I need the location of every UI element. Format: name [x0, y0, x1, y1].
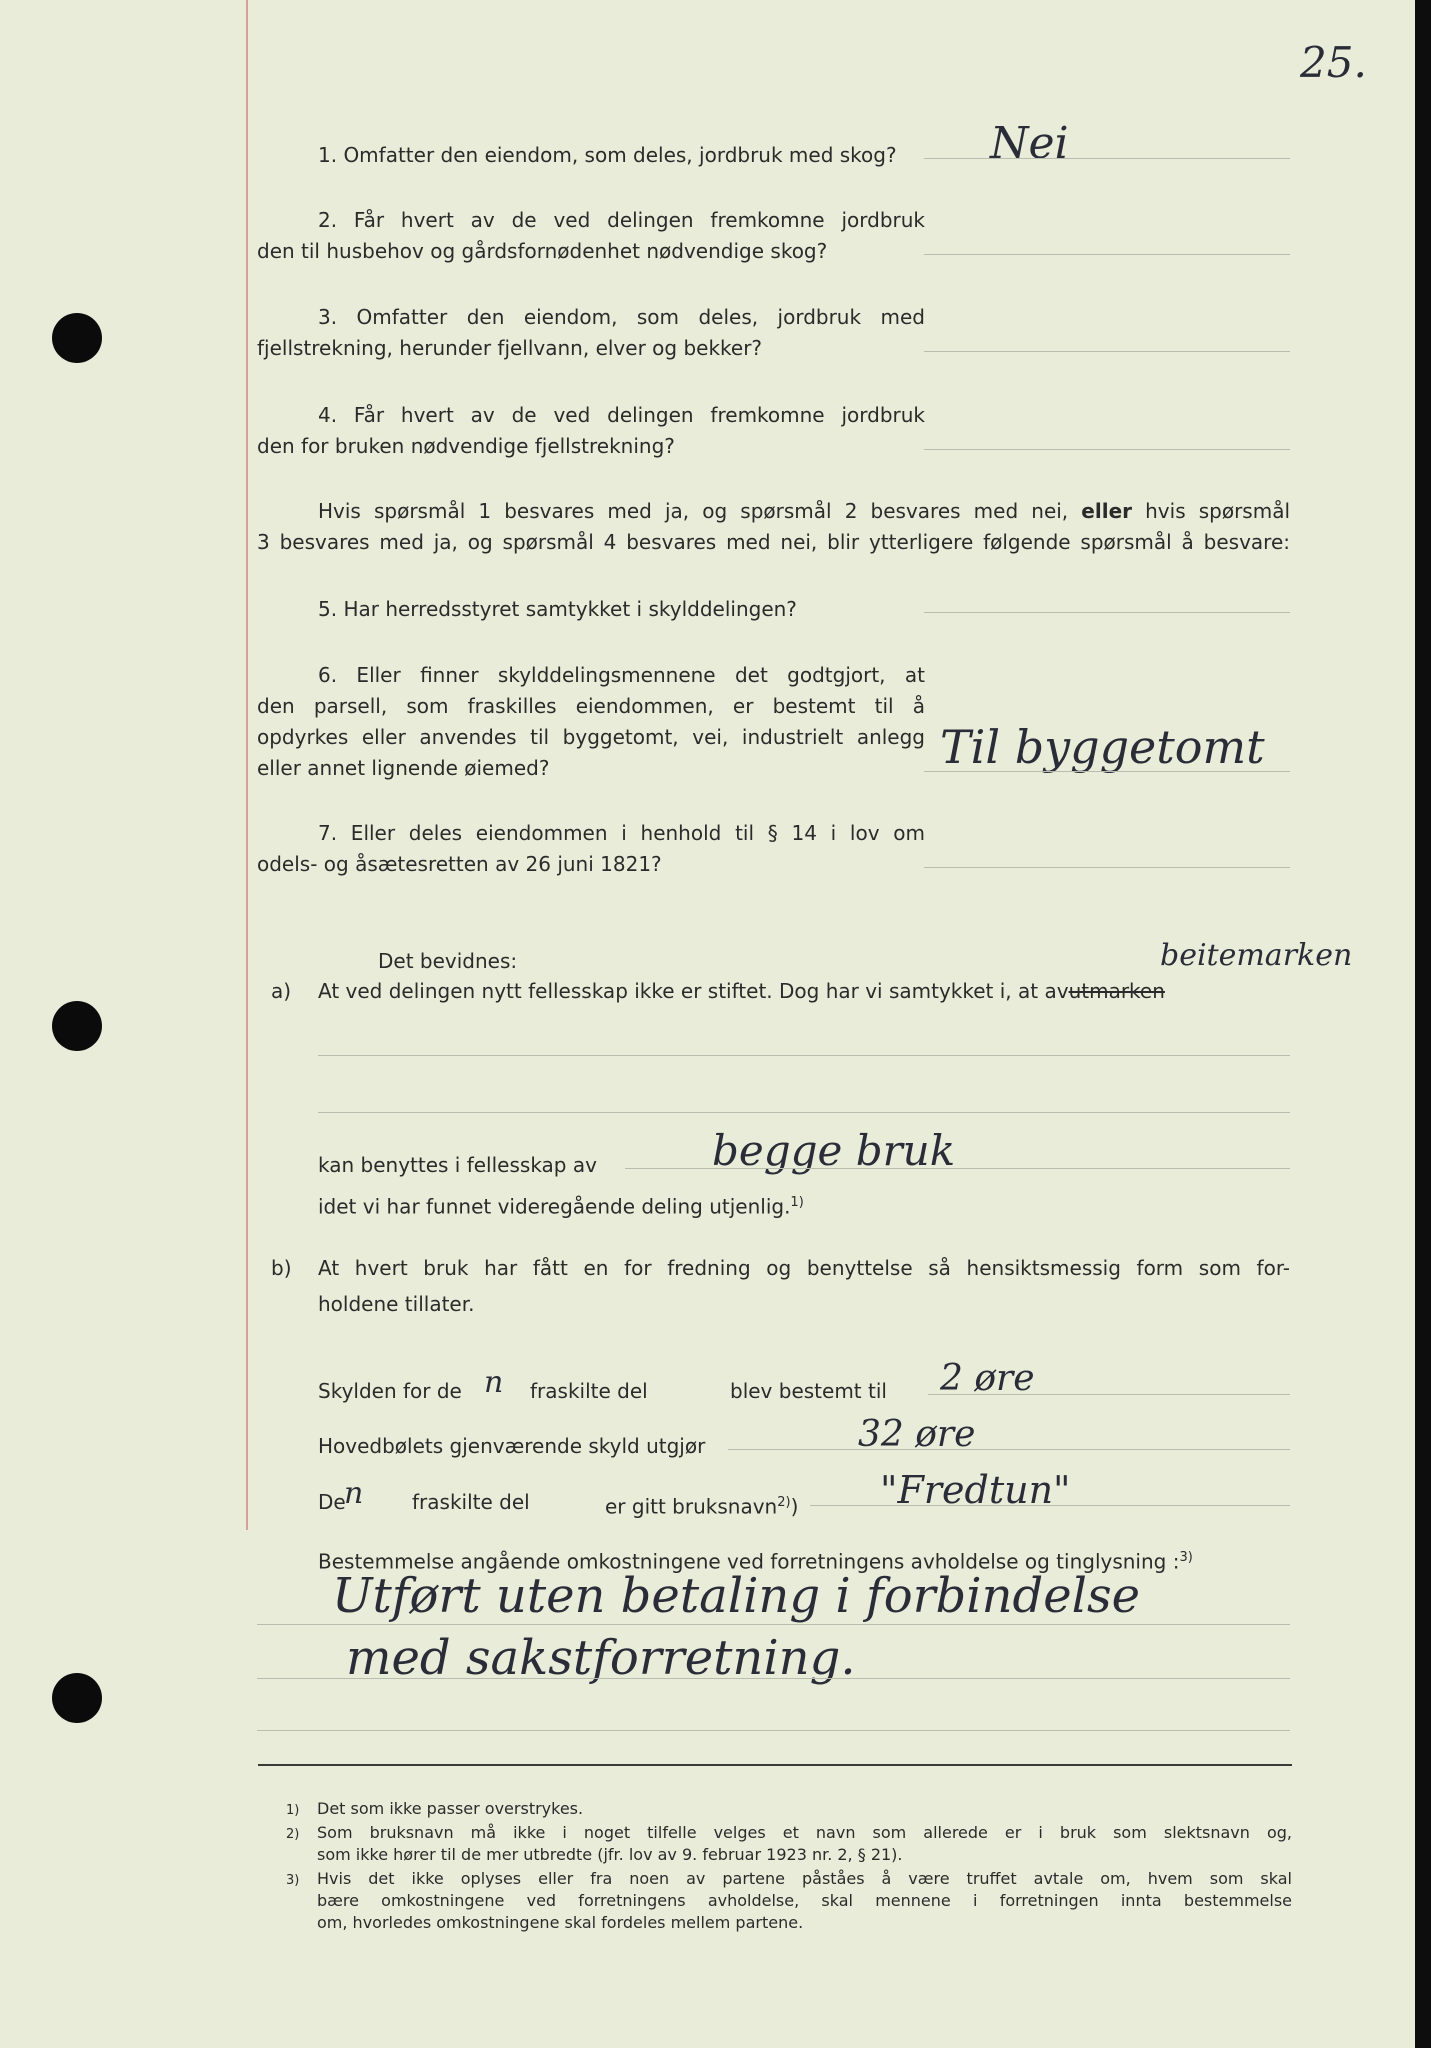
answer-line: [257, 1624, 1290, 1625]
kan-benyttes-label: kan benyttes i fellesskap av: [318, 1153, 597, 1177]
answer-line: [625, 1168, 1290, 1169]
answer-1: Nei: [990, 118, 1069, 169]
bruksnavn-answer: "Fredtun": [880, 1468, 1071, 1512]
hovedbol-label: Hovedbølets gjenværende skyld utgjør: [318, 1434, 706, 1458]
answer-line: [924, 351, 1290, 352]
inserted-beitemarken: beitemarken: [1160, 938, 1353, 973]
footnote-3-marker: 3): [286, 1873, 300, 1888]
page-number: 25.: [1300, 38, 1367, 87]
answer-line: [924, 254, 1290, 255]
footnote-3-line2: bære omkostningene ved forretningens avholdelse, skal mennene i forretningen innta bestemmelse: [317, 1891, 1292, 1910]
blank-line: [318, 1055, 1290, 1056]
blank-line: [318, 1112, 1290, 1113]
answer-line: [924, 449, 1290, 450]
item-b-marker: b): [271, 1256, 292, 1280]
question-4-line2: den for bruken nødvendige fjellstrekning?: [257, 434, 675, 458]
answer-line: [728, 1449, 1290, 1450]
answer-line: [924, 612, 1290, 613]
question-7-line1: 7. Eller deles eiendommen i henhold til § 14 i lov om: [318, 821, 925, 845]
question-6-line3: opdyrkes eller anvendes til byggetomt, vei, industrielt anlegg: [257, 725, 925, 749]
bestemmelse-label: Bestemmelse angående omkostningene ved forretningens avholdelse og tinglysning :$^{3)}$: [318, 1549, 1193, 1574]
punch-hole: [52, 1001, 102, 1051]
question-3-line2: fjellstrekning, herunder fjellvann, elver og bekker?: [257, 336, 763, 360]
item-b-line1: At hvert bruk har fått en for fredning og benyttelse så hensiktsmessig form som for-: [318, 1256, 1290, 1280]
bruksnavn-gitt: er gitt bruksnavn$^{2)}$): [605, 1494, 799, 1519]
bevidnes-heading: Det bevidnes:: [378, 949, 518, 973]
footnote-2-marker: 2): [286, 1827, 300, 1842]
answer-line: [928, 1394, 1290, 1395]
item-b-line2: holdene tillater.: [318, 1292, 475, 1316]
question-6-line2: den parsell, som fraskilles eiendommen, er bestemt til å: [257, 694, 925, 718]
bruksnavn-handwritten-n: n: [344, 1476, 364, 1511]
conditional-line1: Hvis spørsmål 1 besvares med ja, og spørsmål 2 besvares med nei, eller hvis spørsmål: [318, 499, 1291, 523]
footnote-2-line2: som ikke hører til de mer utbredte (jfr. lov av 9. februar 1923 nr. 2, § 21).: [317, 1845, 903, 1864]
answer-line: [924, 158, 1290, 159]
hovedbol-answer: 32 øre: [858, 1414, 976, 1455]
question-1: 1. Omfatter den eiendom, som deles, jordbruk med skog?: [318, 143, 897, 167]
question-6-line1: 6. Eller finner skylddelingsmennene det godtgjort, at: [318, 663, 925, 687]
question-2-line1: 2. Får hvert av de ved delingen fremkomne jordbruk: [318, 208, 925, 232]
question-5: 5. Har herredsstyret samtykket i skylddelingen?: [318, 597, 797, 621]
kan-benyttes-answer: begge bruk: [712, 1126, 956, 1175]
punch-hole: [52, 1673, 102, 1723]
item-a-text: At ved delingen nytt fellesskap ikke er stiftet. Dog har vi samtykket i, at avutmarken: [318, 979, 1165, 1003]
answer-line: [924, 771, 1290, 772]
skyld-blev-bestemt: blev bestemt til: [730, 1379, 887, 1403]
skyld-fraskilte: fraskilte del: [530, 1379, 648, 1403]
bruksnavn-fraskilte: fraskilte del: [412, 1490, 530, 1514]
answer-line: [810, 1505, 1290, 1506]
bestemmelse-answer-line2: med sakstforretning.: [346, 1630, 856, 1686]
question-3-line1: 3. Omfatter den eiendom, som deles, jordbruk med: [318, 305, 925, 329]
footnote-3-line3: om, hvorledes omkostningene skal fordeles mellem partene.: [317, 1913, 804, 1932]
footnote-separator: [258, 1764, 1292, 1766]
skyld-answer: 2 øre: [940, 1358, 1035, 1399]
answer-line: [257, 1730, 1290, 1731]
answer-6: Til byggetomt: [940, 720, 1265, 774]
footnote-2-line1: Som bruksnavn må ikke i noget tilfelle velges et navn som allerede er i bruk som slektsnavn og,: [317, 1823, 1292, 1842]
skyld-handwritten-n: n: [484, 1365, 504, 1400]
item-a-marker: a): [271, 979, 292, 1003]
bruksnavn-label: De: [318, 1490, 346, 1514]
question-4-line1: 4. Får hvert av de ved delingen fremkomne jordbruk: [318, 403, 925, 427]
punch-hole: [52, 313, 102, 363]
question-2-line2: den til husbehov og gårdsfornødenhet nødvendige skog?: [257, 239, 828, 263]
skyld-label: Skylden for de: [318, 1379, 462, 1403]
answer-line: [924, 867, 1290, 868]
idet-text: idet vi har funnet videregående deling utjenlig.$^{1)}$: [318, 1194, 804, 1219]
footnote-3-line1: Hvis det ikke oplyses eller fra noen av partene påståes å være truffet avtale om, hvem som skal: [317, 1869, 1292, 1888]
bestemmelse-answer-line1: Utført uten betaling i forbindelse: [332, 1568, 1141, 1624]
footnote-1-line1: Det som ikke passer overstrykes.: [317, 1799, 584, 1818]
answer-line: [257, 1678, 1290, 1679]
conditional-line2: 3 besvares med ja, og spørsmål 4 besvares med nei, blir ytterligere følgende spørsmål å besvare:: [257, 530, 1290, 554]
question-6-line4: eller annet lignende øiemed?: [257, 756, 550, 780]
footnote-1-marker: 1): [286, 1803, 300, 1818]
question-7-line2: odels- og åsætesretten av 26 juni 1821?: [257, 852, 662, 876]
margin-line: [246, 0, 248, 1530]
